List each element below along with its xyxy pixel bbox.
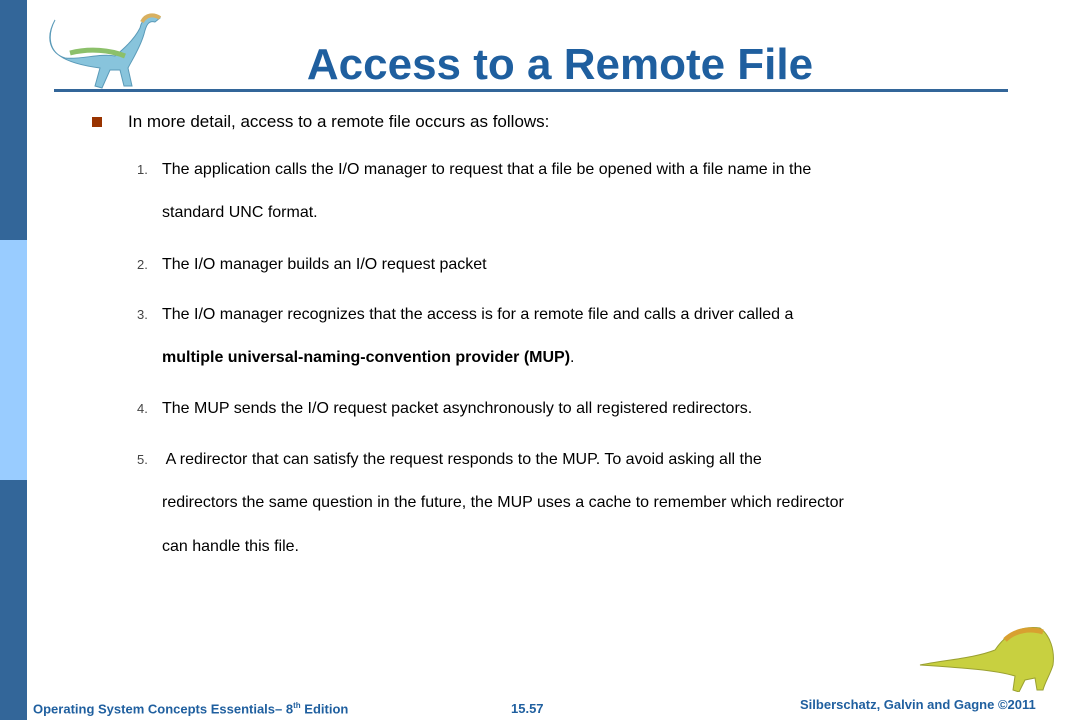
list-item-text: The I/O manager recognizes that the access is for a remote file and calls a driver called a (162, 306, 794, 323)
dinosaur-logo-icon (40, 8, 165, 90)
list-item-text: The I/O manager builds an I/O request packet (162, 256, 487, 273)
list-item-number (137, 451, 162, 469)
list-item-text: A redirector that can satisfy the request responds to the MUP. To avoid asking all the (162, 451, 762, 468)
edition-superscript: th (293, 701, 301, 710)
book-title: Operating System Concepts Essentials– 8 (33, 701, 294, 717)
sidebar-band-top (0, 0, 27, 240)
footer-authors: Silberschatz, Galvin and Gagne ©2011 (800, 697, 1036, 712)
footer-book-title (33, 701, 348, 716)
edition-label: Edition (300, 701, 349, 717)
item-number: 4. (137, 401, 148, 416)
item-number: 3. (137, 307, 148, 322)
list-item-number (137, 400, 162, 418)
slide-title: Access to a Remote File (306, 40, 814, 89)
title-underline (54, 89, 1008, 92)
bullet-icon (92, 117, 102, 127)
footer-page-number: 15.57 (511, 701, 544, 716)
sidebar-band-middle (0, 240, 27, 480)
list-item-text: The MUP sends the I/O request packet asynchronously to all registered redirectors. (162, 400, 753, 417)
dinosaur-footer-icon (915, 620, 1060, 692)
period: . (570, 349, 575, 366)
list-item-text: standard UNC format. (162, 204, 318, 221)
list-item-text (162, 349, 575, 367)
list-item-number (137, 161, 162, 179)
list-item-number (137, 256, 162, 274)
item-number: 1. (137, 162, 148, 177)
intro-text: In more detail, access to a remote file occurs as follows: (128, 112, 550, 131)
list-item-text: The application calls the I/O manager to request that a file be opened with a file name in the (162, 161, 812, 178)
mup-term: multiple universal-naming-convention provider (MUP) (162, 349, 571, 366)
list-item-number (137, 306, 162, 324)
list-item-text: redirectors the same question in the future, the MUP uses a cache to remember which redirector (162, 494, 844, 511)
item-number: 2. (137, 257, 148, 272)
list-item-text: can handle this file. (162, 538, 299, 555)
item-number: 5. (137, 452, 148, 467)
sidebar-band-bottom (0, 480, 27, 720)
